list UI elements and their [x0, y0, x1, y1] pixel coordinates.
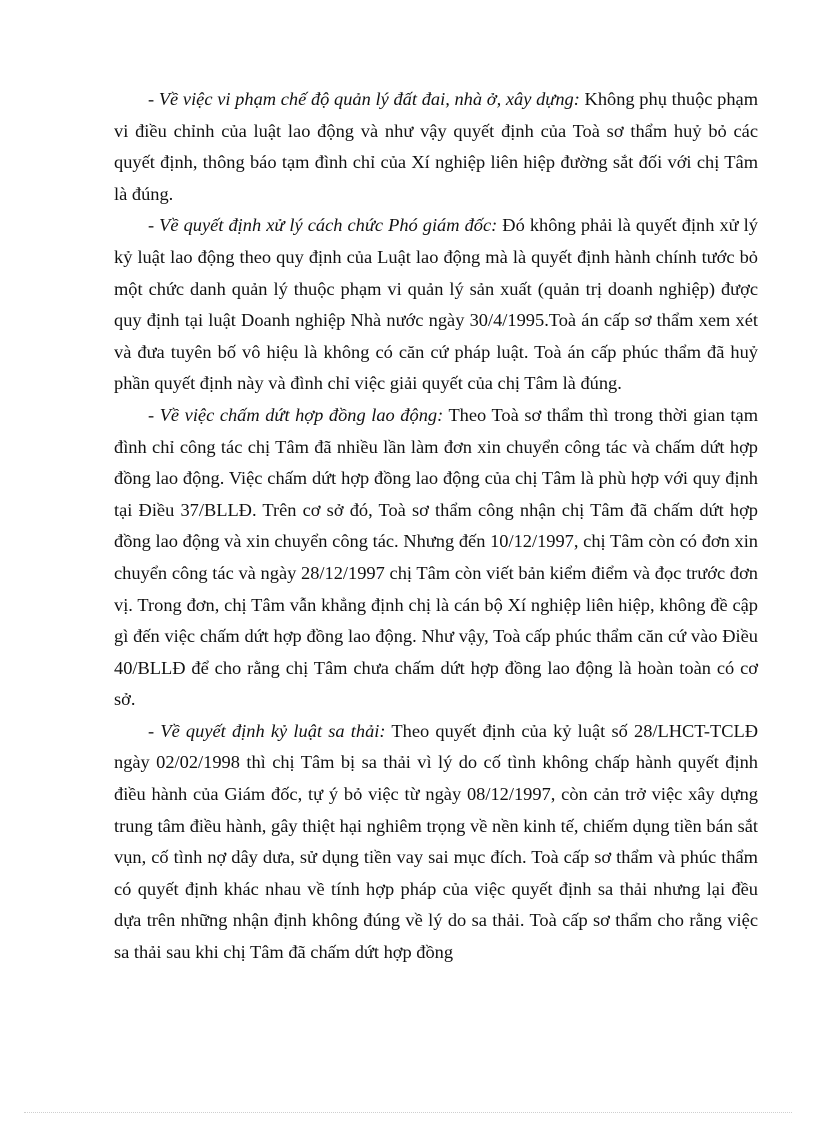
- document-page: [114, 84, 758, 969]
- paragraph-heading: - Về việc chấm dứt hợp đồng lao động:: [148, 404, 444, 425]
- paragraph-contract-termination: [114, 400, 758, 716]
- paragraph-dismissal-deputy-director: [114, 210, 758, 400]
- paragraph-disciplinary-dismissal: [114, 716, 758, 969]
- paragraph-body: Theo quyết định của kỷ luật số 28/LHCT-TCLĐ ngày 02/02/1998 thì chị Tâm bị sa thải vì lý do cố tình không chấp hành quyết định điều hành của Giám đốc, tự ý bỏ việc từ ngày 08/12/1997, còn cản trở việc xây dựng trung tâm điều hành, gây thiệt hại nghiêm trọng về nền kinh tế, chiếm dụng tiền bán sắt vụn, cố tình nợ dây dưa, sử dụng tiền vay sai mục đích. Toà cấp sơ thẩm và phúc thẩm có quyết định khác nhau về tính hợp pháp của việc quyết định sa thải nhưng lại đều dựa trên những nhận định không đúng về lý do sa thải. Toà cấp sơ thẩm cho rằng việc sa thải sau khi chị Tâm đã chấm dứt hợp đồng: [114, 720, 758, 963]
- paragraph-body: Đó không phải là quyết định xử lý kỷ luật lao động theo quy định của Luật lao động mà là quyết định hành chính tước bỏ một chức danh quản lý thuộc phạm vi quản lý sản xuất (quản trị doanh nghiệp) được quy định tại luật Doanh nghiệp Nhà nước ngày 30/4/1995.Toà án cấp sơ thẩm xem xét và đưa tuyên bố vô hiệu là không có căn cứ pháp luật. Toà án cấp phúc thẩm đã huỷ phần quyết định này và đình chỉ việc giải quyết của chị Tâm là đúng.: [114, 215, 758, 394]
- paragraph-body: Không phụ thuộc phạm vi điều chỉnh của luật lao động và như vậy quyết định của Toà sơ thẩm huỷ bỏ các quyết định, thông báo tạm đình chỉ của Xí nghiệp liên hiệp đường sắt đối với chị Tâm là đúng.: [114, 89, 758, 204]
- paragraph-land-violation: [114, 84, 758, 210]
- page-bottom-divider: [24, 1112, 792, 1113]
- paragraph-heading: - Về quyết định kỷ luật sa thải:: [148, 720, 386, 741]
- paragraph-body: Theo Toà sơ thẩm thì trong thời gian tạm đình chỉ công tác chị Tâm đã nhiều lần làm đơn xin chuyển công tác và chấm dứt hợp đồng lao động. Việc chấm dứt hợp đồng lao động của chị Tâm là phù hợp với quy định tại Điều 37/BLLĐ. Trên cơ sở đó, Toà sơ thẩm công nhận chị Tâm đã chấm dứt hợp đồng lao động và xin chuyển công tác. Nhưng đến 10/12/1997, chị Tâm còn có đơn xin chuyển công tác và ngày 28/12/1997 chị Tâm còn viết bản kiểm điểm và đọc trước đơn vị. Trong đơn, chị Tâm vẫn khẳng định chị là cán bộ Xí nghiệp liên hiệp, không đề cập gì đến việc chấm dứt hợp đồng lao động. Như vậy, Toà cấp phúc thẩm căn cứ vào Điều 40/BLLĐ để cho rằng chị Tâm chưa chấm dứt hợp đồng lao động là hoàn toàn có cơ sở.: [114, 404, 759, 710]
- paragraph-heading: - Về việc vi phạm chế độ quản lý đất đai, nhà ở, xây dựng:: [148, 89, 580, 109]
- paragraph-heading: - Về quyết định xử lý cách chức Phó giám đốc:: [148, 215, 498, 236]
